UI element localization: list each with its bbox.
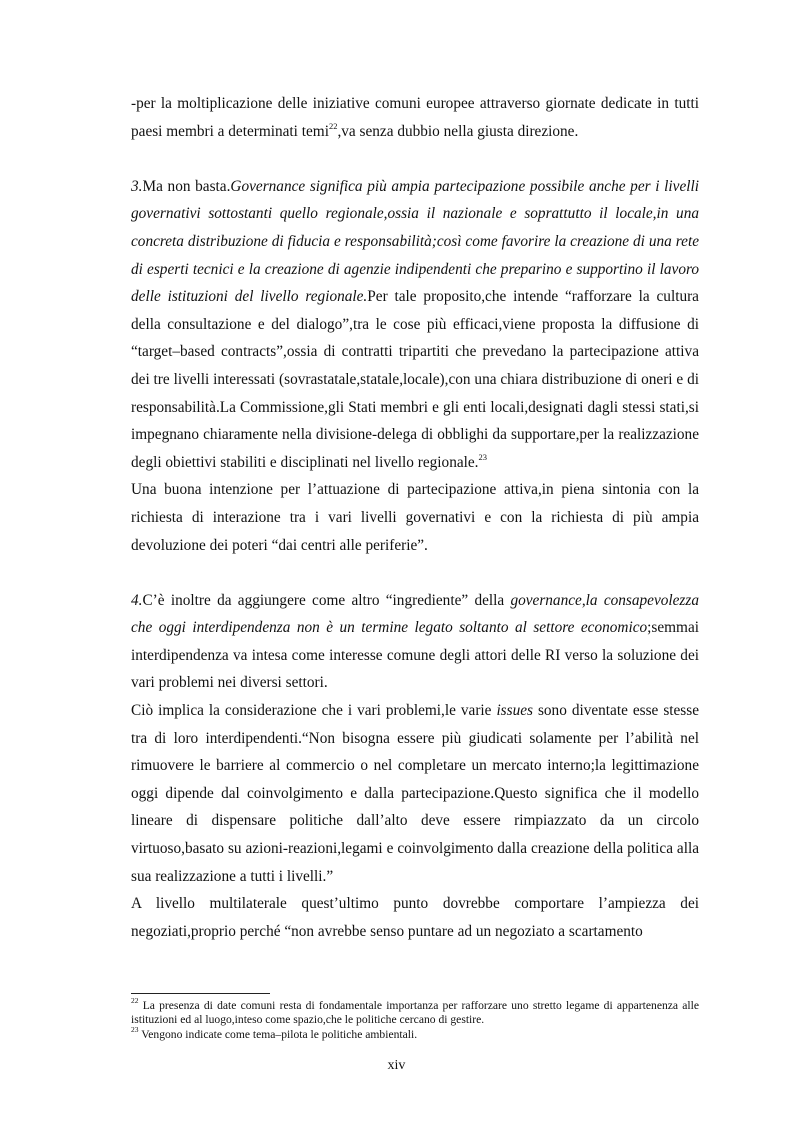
footnote-22 — [131, 996, 699, 1028]
footnote-divider — [131, 993, 270, 994]
footnote-text: La presenza di date comuni resta di fondamentale importanza per rafforzare uno stretto legame di appartenenza alle istituzioni ed al luogo,inteso come spazio,che le politiche cercano di gestire. — [131, 999, 699, 1027]
paragraph-text: Per tale proposito,che intende “rafforzare la cultura della consultazione e del dialogo”,tra le cose più efficaci,viene proposta la diffusione di “target–based contracts”,ossia di contratti tripartiti che prevedano la partecipazione attiva dei tre livelli interessati (sovrastatale,statale,locale),con una chiara distribuzione di oneri e di responsabilità.La Commissione,gli Stati membri e gli enti locali,designati dagli stessi stati,si impegnano chiaramente nella divisione-delega di obblighi da supportare,per la realizzazione degli obiettivi stabiliti e disciplinati nel livello regionale. — [131, 288, 699, 471]
section-number: 3. — [131, 177, 143, 195]
footnote-ref-23: 23 — [478, 451, 488, 462]
footnote-number: 22 — [131, 996, 139, 1006]
page-body — [131, 90, 699, 945]
paragraph-4 — [131, 587, 699, 697]
paragraph-2 — [131, 173, 699, 477]
paragraph-text: ;semmai interdipendenza va intesa come interesse comune degli attori delle RI verso la soluzione dei vari problemi nei diversi settori. — [131, 619, 699, 692]
paragraph-6: A livello multilaterale quest’ultimo punto dovrebbe comportare l’ampiezza dei negoziati,proprio perché “non avrebbe senso puntare ad un negoziato a scartamento — [131, 895, 699, 940]
footnote-text: Vengono indicate come tema–pilota le politiche ambientali. — [138, 1027, 418, 1041]
paragraph-text: sono diventate esse stesse tra di loro interdipendenti.“Non bisogna essere più giudicati solamente per l’abilità nel rimuovere le barriere al commercio o nel completare un mercato interno;la legittimazione oggi dipende dal coinvolgimento e dalla partecipazione.Questo significa che il modello lineare di dispensare politiche dall’alto deve essere rimpiazzato da un circolo virtuoso,basato su azioni-reazioni,legami e coinvolgimento dalla creazione della politica alla sua realizzazione a tutti i livelli.” — [131, 702, 700, 885]
footnote-number: 23 — [131, 1024, 139, 1034]
footnote-23 — [131, 1024, 699, 1042]
italic-text: issues — [496, 702, 533, 720]
paragraph-1 — [131, 90, 699, 145]
italic-text: Governance significa più ampia partecipazione possibile anche per i livelli governativi sottostanti quello regionale,ossia il nazionale e soprattutto il locale,in una concreta distribuzione di fiducia e responsabilità;così come favorire la creazione di una rete di esperti tecnici e la creazione di agenzie indipendenti che preparino e supportino il lavoro delle istituzioni del livello regionale. — [131, 177, 699, 306]
paragraph-5 — [131, 697, 699, 890]
section-number: 4. — [131, 591, 143, 609]
paragraph-text: -per la moltiplicazione delle iniziative comuni europee attraverso giornate dedicate in tutti paesi membri a determinati temi — [131, 95, 699, 140]
italic-text: la consapevolezza che oggi interdipendenza non è un termine legato soltanto al settore economico — [131, 591, 699, 637]
paragraph-text: Ma non basta. — [142, 177, 231, 195]
paragraph-text: , — [581, 591, 586, 609]
footnotes — [131, 996, 699, 1042]
footnote-ref-22: 22 — [328, 120, 338, 131]
italic-text: governance — [510, 591, 582, 609]
paragraph-text: Ciò implica la considerazione che i vari problemi,le varie — [131, 702, 497, 720]
paragraph-text: ,va senza dubbio nella giusta direzione. — [337, 122, 579, 140]
paragraph-text: C’è inoltre da aggiungere come altro “ingrediente” della — [142, 591, 511, 609]
paragraph-3: Una buona intenzione per l’attuazione di partecipazione attiva,in piena sintonia con la richiesta di interazione tra i vari livelli governativi e con la richiesta di più ampia devoluzione dei poteri “dai centri alle periferie”. — [131, 481, 699, 554]
page-number: xiv — [387, 1058, 406, 1073]
